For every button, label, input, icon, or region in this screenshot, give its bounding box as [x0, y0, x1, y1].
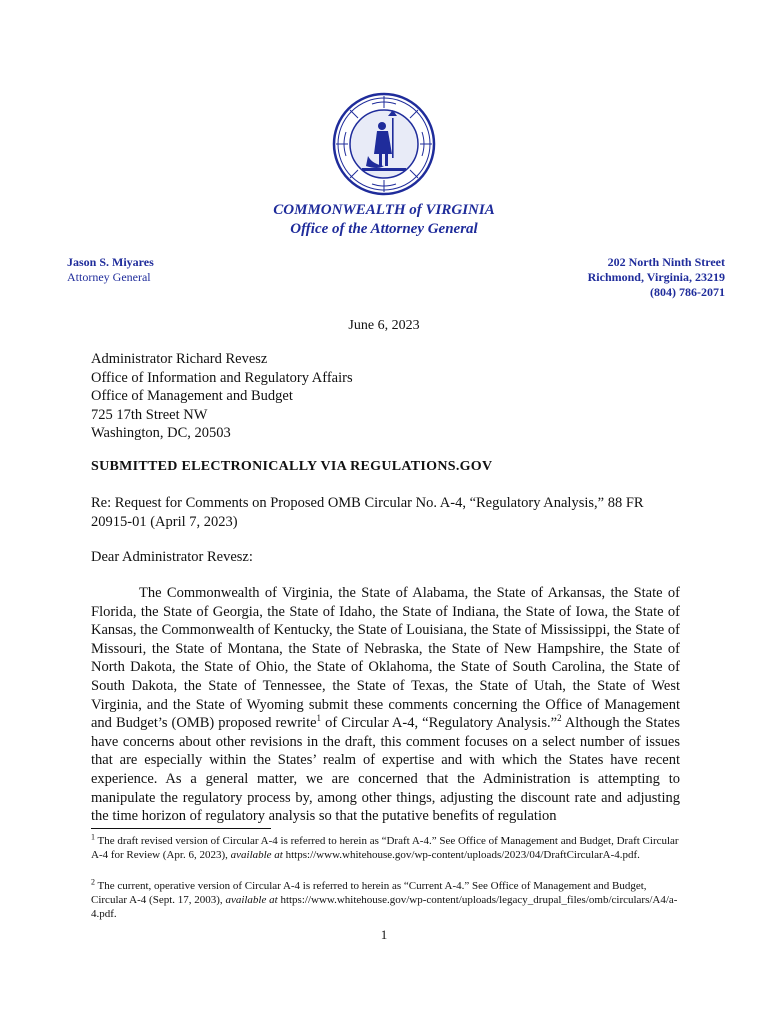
sender-title: Attorney General — [67, 270, 151, 284]
footnote-2-text-a: The current, operative version of Circular A-4 is referred to herein as “Current A-4.” See Office of Management and Budget, Circular A-4 (Sept. 17, 2003), — [91, 880, 647, 906]
virginia-state-seal — [332, 92, 436, 196]
footnote-ref-2: 2 — [557, 713, 562, 724]
footnote-2 — [91, 879, 681, 921]
submitted-heading: SUBMITTED ELECTRONICALLY VIA REGULATIONS.GOV — [91, 459, 493, 474]
letterhead-commonwealth: COMMONWEALTH of VIRGINIA — [273, 202, 495, 218]
footnote-ref-1: 1 — [316, 713, 322, 724]
office-street: 202 North Ninth Street — [607, 255, 725, 269]
recipient-city: Washington, DC, 20503 — [91, 425, 231, 441]
footnote-1-italic: available at — [230, 849, 283, 861]
recipient-address — [91, 350, 353, 443]
footnote-1-text-a: The draft revised version of Circular A-4 is referred to herein as “Draft A-4.” See Office of Management and Budget, Draft Circular A-4 for Review (Apr. 6, 2023), — [91, 835, 679, 861]
footnote-1-number: 1 — [91, 832, 95, 842]
letter-date: June 6, 2023 — [348, 318, 420, 333]
footnote-divider — [91, 828, 271, 829]
sender-name: Jason S. Miyares — [67, 255, 154, 269]
letterhead-office: Office of the Attorney General — [290, 221, 478, 237]
footnote-2-number: 2 — [91, 877, 95, 887]
office-address-block — [588, 255, 725, 300]
footnote-1 — [91, 834, 681, 862]
footnote-2-text-b: https://www.whitehouse.gov/wp-content/uploads/legacy_drupal_files/omb/circulars/A4/a-4.pdf. — [91, 894, 678, 920]
office-city: Richmond, Virginia, 23219 — [587, 270, 725, 284]
footnote-2-italic: available at — [225, 894, 278, 906]
sender-block — [67, 255, 154, 285]
body-part3: Although the States have concerns about other revisions in the draft, this comment focuses on a select number of issues that are especially within the States’ realm of expertise and with which the States have recent experience. As a general matter, we are concerned that the Administration is attempting to manipulate the regulatory process by, among other things, adjusting the discount rate and adjusting the time horizon of regulatory analysis so that the putative benefits of regulation — [91, 715, 680, 825]
body-part1: The Commonwealth of Virginia, the State of Alabama, the State of Arkansas, the State of Florida, the State of Georgia, the State of Idaho, the State of Indiana, the State of Iowa, the State of Kansas, the Commonwealth of Kentucky, the State of Louisiana, the State of Mississippi, the State of Missouri, the State of Montana, the State of Nebraska, the State of New Hampshire, the State of North Dakota, the State of Ohio, the State of Oklahoma, the State of South Carolina, the State of South Dakota, the State of Tennessee, the State of Texas, the State of Utah, the State of West Virginia, and the State of Wyoming submit these comments concerning the Office of Management and Budget’s (OMB) proposed rewrite — [91, 585, 680, 732]
office-phone: (804) 786-2071 — [650, 285, 725, 299]
recipient-office2: Office of Management and Budget — [91, 388, 293, 404]
salutation: Dear Administrator Revesz: — [91, 549, 253, 565]
recipient-name: Administrator Richard Revesz — [91, 351, 268, 367]
page-number: 1 — [380, 927, 388, 942]
footnote-1-text-b: https://www.whitehouse.gov/wp-content/uploads/2023/04/DraftCircularA-4.pdf. — [282, 849, 640, 861]
body-paragraph — [91, 584, 680, 826]
re-line: Re: Request for Comments on Proposed OMB Circular No. A-4, “Regulatory Analysis,” 88 FR 20915-01 (April 7, 2023) — [91, 495, 644, 530]
body-part2: of Circular A-4, “Regulatory Analysis.” — [321, 715, 558, 732]
recipient-street: 725 17th Street NW — [91, 406, 208, 423]
recipient-office1: Office of Information and Regulatory Affairs — [91, 369, 353, 386]
